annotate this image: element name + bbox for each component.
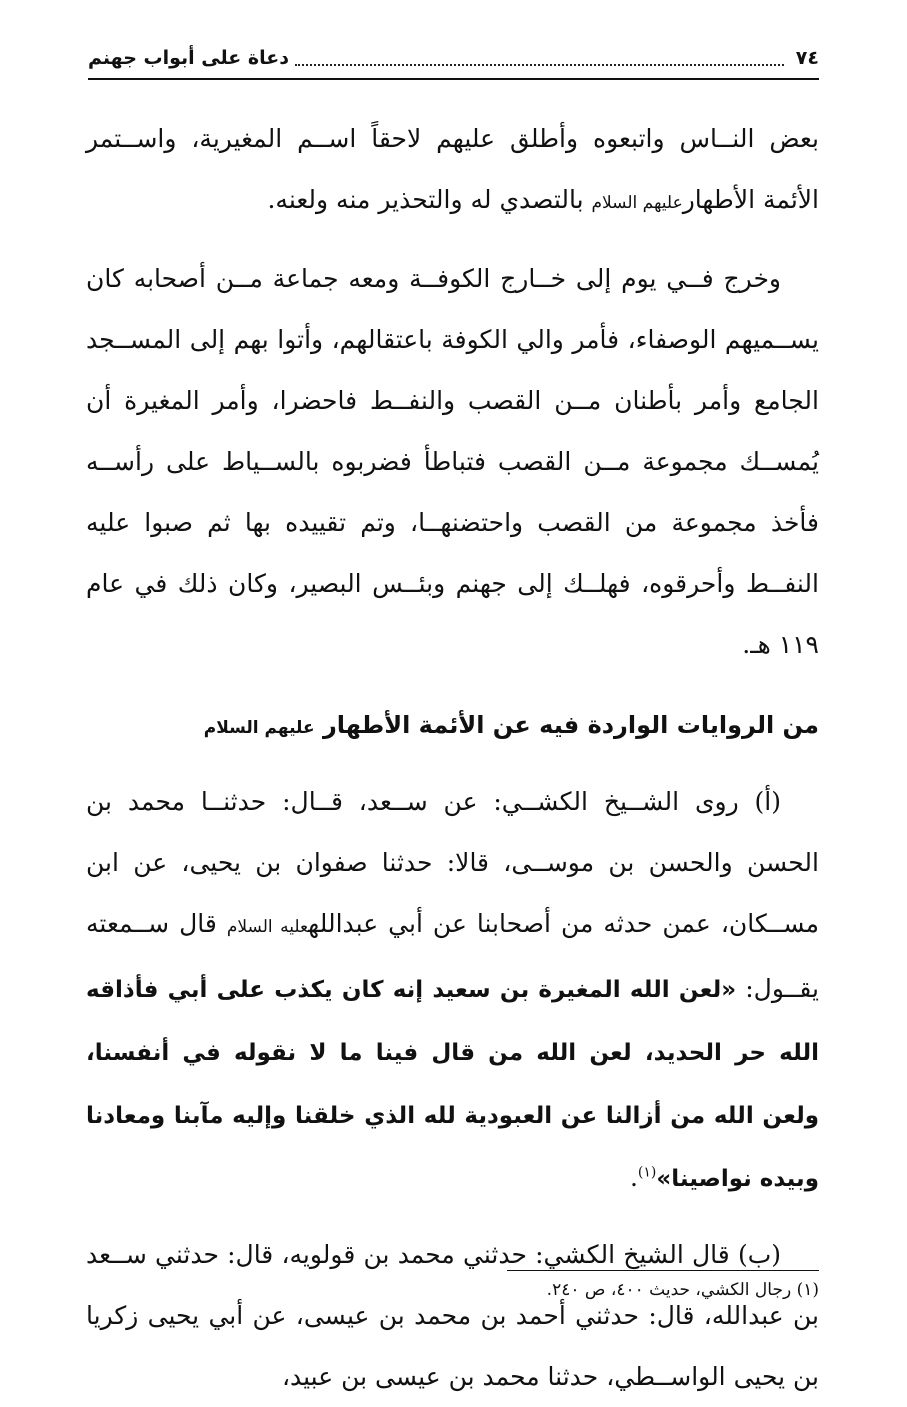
paragraph-text: بعض النــاس واتبعوه وأطلق عليهم لاحقاً اســم المغيرية، واســتمر الأئمة الأطهار	[86, 124, 819, 214]
paragraph: وخرج فــي يوم إلى خــارج الكوفــة ومعه جماعة مــن أصحابه كان يســميهم الوصفاء، فأمر والي الكوفة باعتقالهم، وأتوا بهم إلى المســجد الجامع وأمر بأطنان مــن القصب والنفــط فاحضرا، وأمر المغيرة أن يُمســك مجموعة مــن القصب فتباطأ فضربوه بالســياط على رأســه فأخذ مجموعة من القصب واحتضنهــا، وتم تقييده بها ثم صبوا عليه النفــط وأحرقوه، فهلــك إلى جهنم وبئــس البصير، وكان ذلك في عام ١١٩ هـ.	[86, 264, 819, 659]
narration-a-intro: (أ) روى الشــيخ الكشــي: عن ســعد، قــال: حدثنــا محمد بن الحسن والحسن بن موســى، قالا: حدثنا صفوان بن يحيى، عن ابن مســكان، عمن حدثه من أصحابنا عن أبي عبدالله	[86, 787, 820, 938]
honorific-glyph: عليه السلام	[226, 917, 309, 937]
honorific-glyph: عليهم السلام	[203, 718, 315, 738]
footnote-rule	[507, 1270, 819, 1271]
footnote-reference[interactable]: (١)	[637, 1164, 657, 1181]
narration-b: (ب) قال الشيخ الكشي: حدثني محمد بن قولويه، قال: حدثني ســعد بن عبدالله، قال: حدثني أحمد بن محمد بن عيسى، عن أبي يحيى زكريا بن يحيى الواســطي، حدثنا محمد بن عيسى بن عبيد،	[86, 1240, 819, 1391]
footnote: (١) رجال الكشي، حديث ٤٠٠، ص ٢٤٠.	[546, 1280, 819, 1300]
header-rule	[88, 78, 819, 80]
narration-a-quote: «لعن الله المغيرة بن سعيد إنه كان يكذب على أبي فأذاقه الله حر الحديد، لعن الله من قال فينا ما لا نقوله في أنفسنا، ولعن الله من أزالنا عن العبودية لله الذي خلقنا وإليه مآبنا ومعادنا وبيده نواصينا»	[86, 977, 819, 1192]
running-title: دعاة على أبواب جهنم	[88, 47, 289, 69]
paragraph-text-end: بالتصدي له والتحذير منه ولعنه.	[267, 185, 592, 214]
header-leader-dots	[295, 54, 784, 66]
section-heading	[86, 695, 819, 759]
honorific-glyph: عليهم السلام	[591, 193, 683, 213]
narration-a-end: .	[629, 1163, 638, 1192]
page-number: ٧٤	[795, 47, 819, 69]
narration-a-intro-end: قال ســمعته يقــول:	[86, 909, 820, 1003]
section-heading-text: من الروايات الواردة فيه عن الأئمة الأطهار	[322, 711, 819, 739]
running-header	[88, 38, 819, 78]
paragraph-continued	[86, 108, 819, 234]
page-body	[86, 108, 819, 1407]
narration-a	[86, 771, 819, 1210]
